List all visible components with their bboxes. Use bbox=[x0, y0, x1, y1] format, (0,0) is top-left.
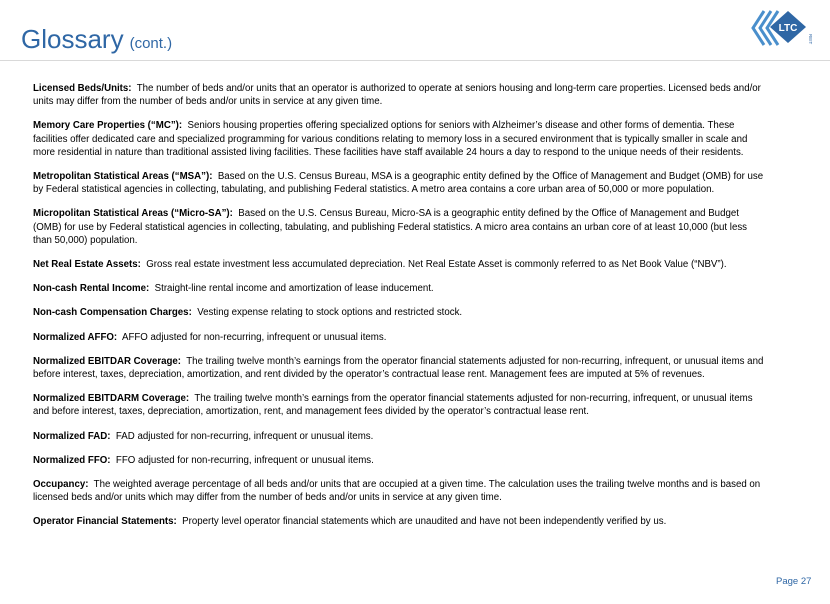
glossary-term: Non-cash Compensation Charges: bbox=[33, 307, 192, 319]
glossary-term: Normalized AFFO: bbox=[33, 331, 118, 343]
glossary-definition: The trailing twelve month’s earnings from the operator financial statements adjusted for non-recurring, infrequent, or unusual items and before interest, taxes, depreciation, amortization, rent, and management fees divided by the operator’s contractual lease rent. bbox=[33, 393, 753, 418]
glossary-term: Occupancy: bbox=[33, 479, 89, 491]
logo-subtext: REIT bbox=[808, 34, 813, 45]
glossary-term: Normalized FAD: bbox=[33, 430, 111, 442]
page-number: Page 27 bbox=[776, 576, 812, 587]
glossary-term: Metropolitan Statistical Areas (“MSA”): bbox=[33, 171, 213, 183]
header-divider bbox=[0, 60, 830, 61]
glossary-entry bbox=[33, 478, 768, 504]
glossary-entry bbox=[33, 392, 768, 418]
glossary-term: Micropolitan Statistical Areas (“Micro-SA”): bbox=[33, 208, 233, 220]
glossary-definition: The trailing twelve month’s earnings from the operator financial statements adjusted for non-recurring, infrequent, or unusual items and before interest, taxes, depreciation, amortization, and rent divided by the operator’s contractual lease rent. Management fees are imputed at 5% of revenues. bbox=[33, 355, 764, 381]
glossary-entry bbox=[33, 306, 768, 319]
glossary-term: Licensed Beds/Units: bbox=[33, 83, 132, 94]
glossary-definition: Seniors housing properties offering specialized options for seniors with Alzheimer’s disease and other forms of dementia. These facilities offer dedicated care and specialized programming for various conditions relating to memory loss in a secured environment that is typically smaller in scale and more residential in nature than traditional assisted living facilities. These facilities have staff available 24 hours a day to respond to the unique needs of their residents. bbox=[33, 120, 748, 158]
glossary-definition: AFFO adjusted for non-recurring, infrequent or unusual items. bbox=[122, 331, 387, 343]
glossary-entry bbox=[33, 282, 768, 295]
ltc-logo bbox=[750, 8, 816, 58]
page-subtitle: (cont.) bbox=[129, 35, 173, 52]
glossary-term: Non-cash Rental Income: bbox=[33, 283, 150, 295]
glossary-definition: Straight-line rental income and amortization of lease inducement. bbox=[154, 283, 434, 295]
glossary-definition: Vesting expense relating to stock options and restricted stock. bbox=[197, 307, 463, 319]
glossary-entry bbox=[33, 454, 768, 467]
page-title-text: Glossary bbox=[21, 24, 124, 54]
glossary-term: Operator Financial Statements: bbox=[33, 516, 177, 528]
glossary-entry bbox=[33, 430, 768, 443]
glossary-definition: FFO adjusted for non-recurring, infrequent or unusual items. bbox=[115, 454, 374, 466]
glossary-term: Normalized EBITDAR Coverage: bbox=[33, 355, 182, 367]
glossary-definition: Based on the U.S. Census Bureau, MSA is a geographic entity defined by the Office of Management and Budget (OMB) for use by Federal statistical agencies in collecting, tabulating, and publishing Federal statistics. A metro area contains a core urban area of 50,000 or more population. bbox=[33, 171, 764, 196]
glossary-entry bbox=[33, 331, 768, 344]
glossary-entry bbox=[33, 515, 768, 528]
glossary-definition: The number of beds and/or units that an operator is authorized to operate at seniors housing and long-term care properties. Licensed beds and/or units may differ from the number of beds and/or units in service at any given time. bbox=[33, 83, 761, 108]
glossary-entry bbox=[33, 119, 768, 159]
glossary-term: Normalized FFO: bbox=[33, 454, 111, 466]
glossary-definition: Property level operator financial statements which are unaudited and have not been independently verified by us. bbox=[182, 516, 667, 528]
glossary-entry bbox=[33, 355, 768, 381]
glossary-entry bbox=[33, 170, 768, 196]
page-title bbox=[21, 24, 172, 59]
glossary-definition: Gross real estate investment less accumulated depreciation. Net Real Estate Asset is commonly referred to as Net Book Value (“NBV”). bbox=[146, 259, 727, 271]
glossary-list bbox=[33, 82, 768, 540]
glossary-term: Net Real Estate Assets: bbox=[33, 259, 141, 271]
glossary-definition: FAD adjusted for non-recurring, infrequent or unusual items. bbox=[115, 430, 374, 442]
glossary-entry bbox=[33, 82, 768, 108]
glossary-entry bbox=[33, 258, 768, 271]
glossary-term: Memory Care Properties (“MC”): bbox=[33, 120, 183, 132]
glossary-definition: Based on the U.S. Census Bureau, Micro-SA is a geographic entity defined by the Office of Management and Budget (OMB) for use by Federal statistical agencies in collecting, tabulating, and publishing Federal statistics. A micro area contains an urban core of at least 10,000 (but less than 50,000) population. bbox=[33, 208, 748, 246]
glossary-entry bbox=[33, 207, 768, 247]
logo-text: LTC bbox=[778, 23, 798, 34]
glossary-term: Normalized EBITDARM Coverage: bbox=[33, 393, 190, 405]
glossary-definition: The weighted average percentage of all beds and/or units that are occupied at a given time. The calculation uses the trailing twelve months and is based on licensed beds and/or units which may differ from the number of beds and/or units in service at any given time. bbox=[33, 479, 761, 504]
